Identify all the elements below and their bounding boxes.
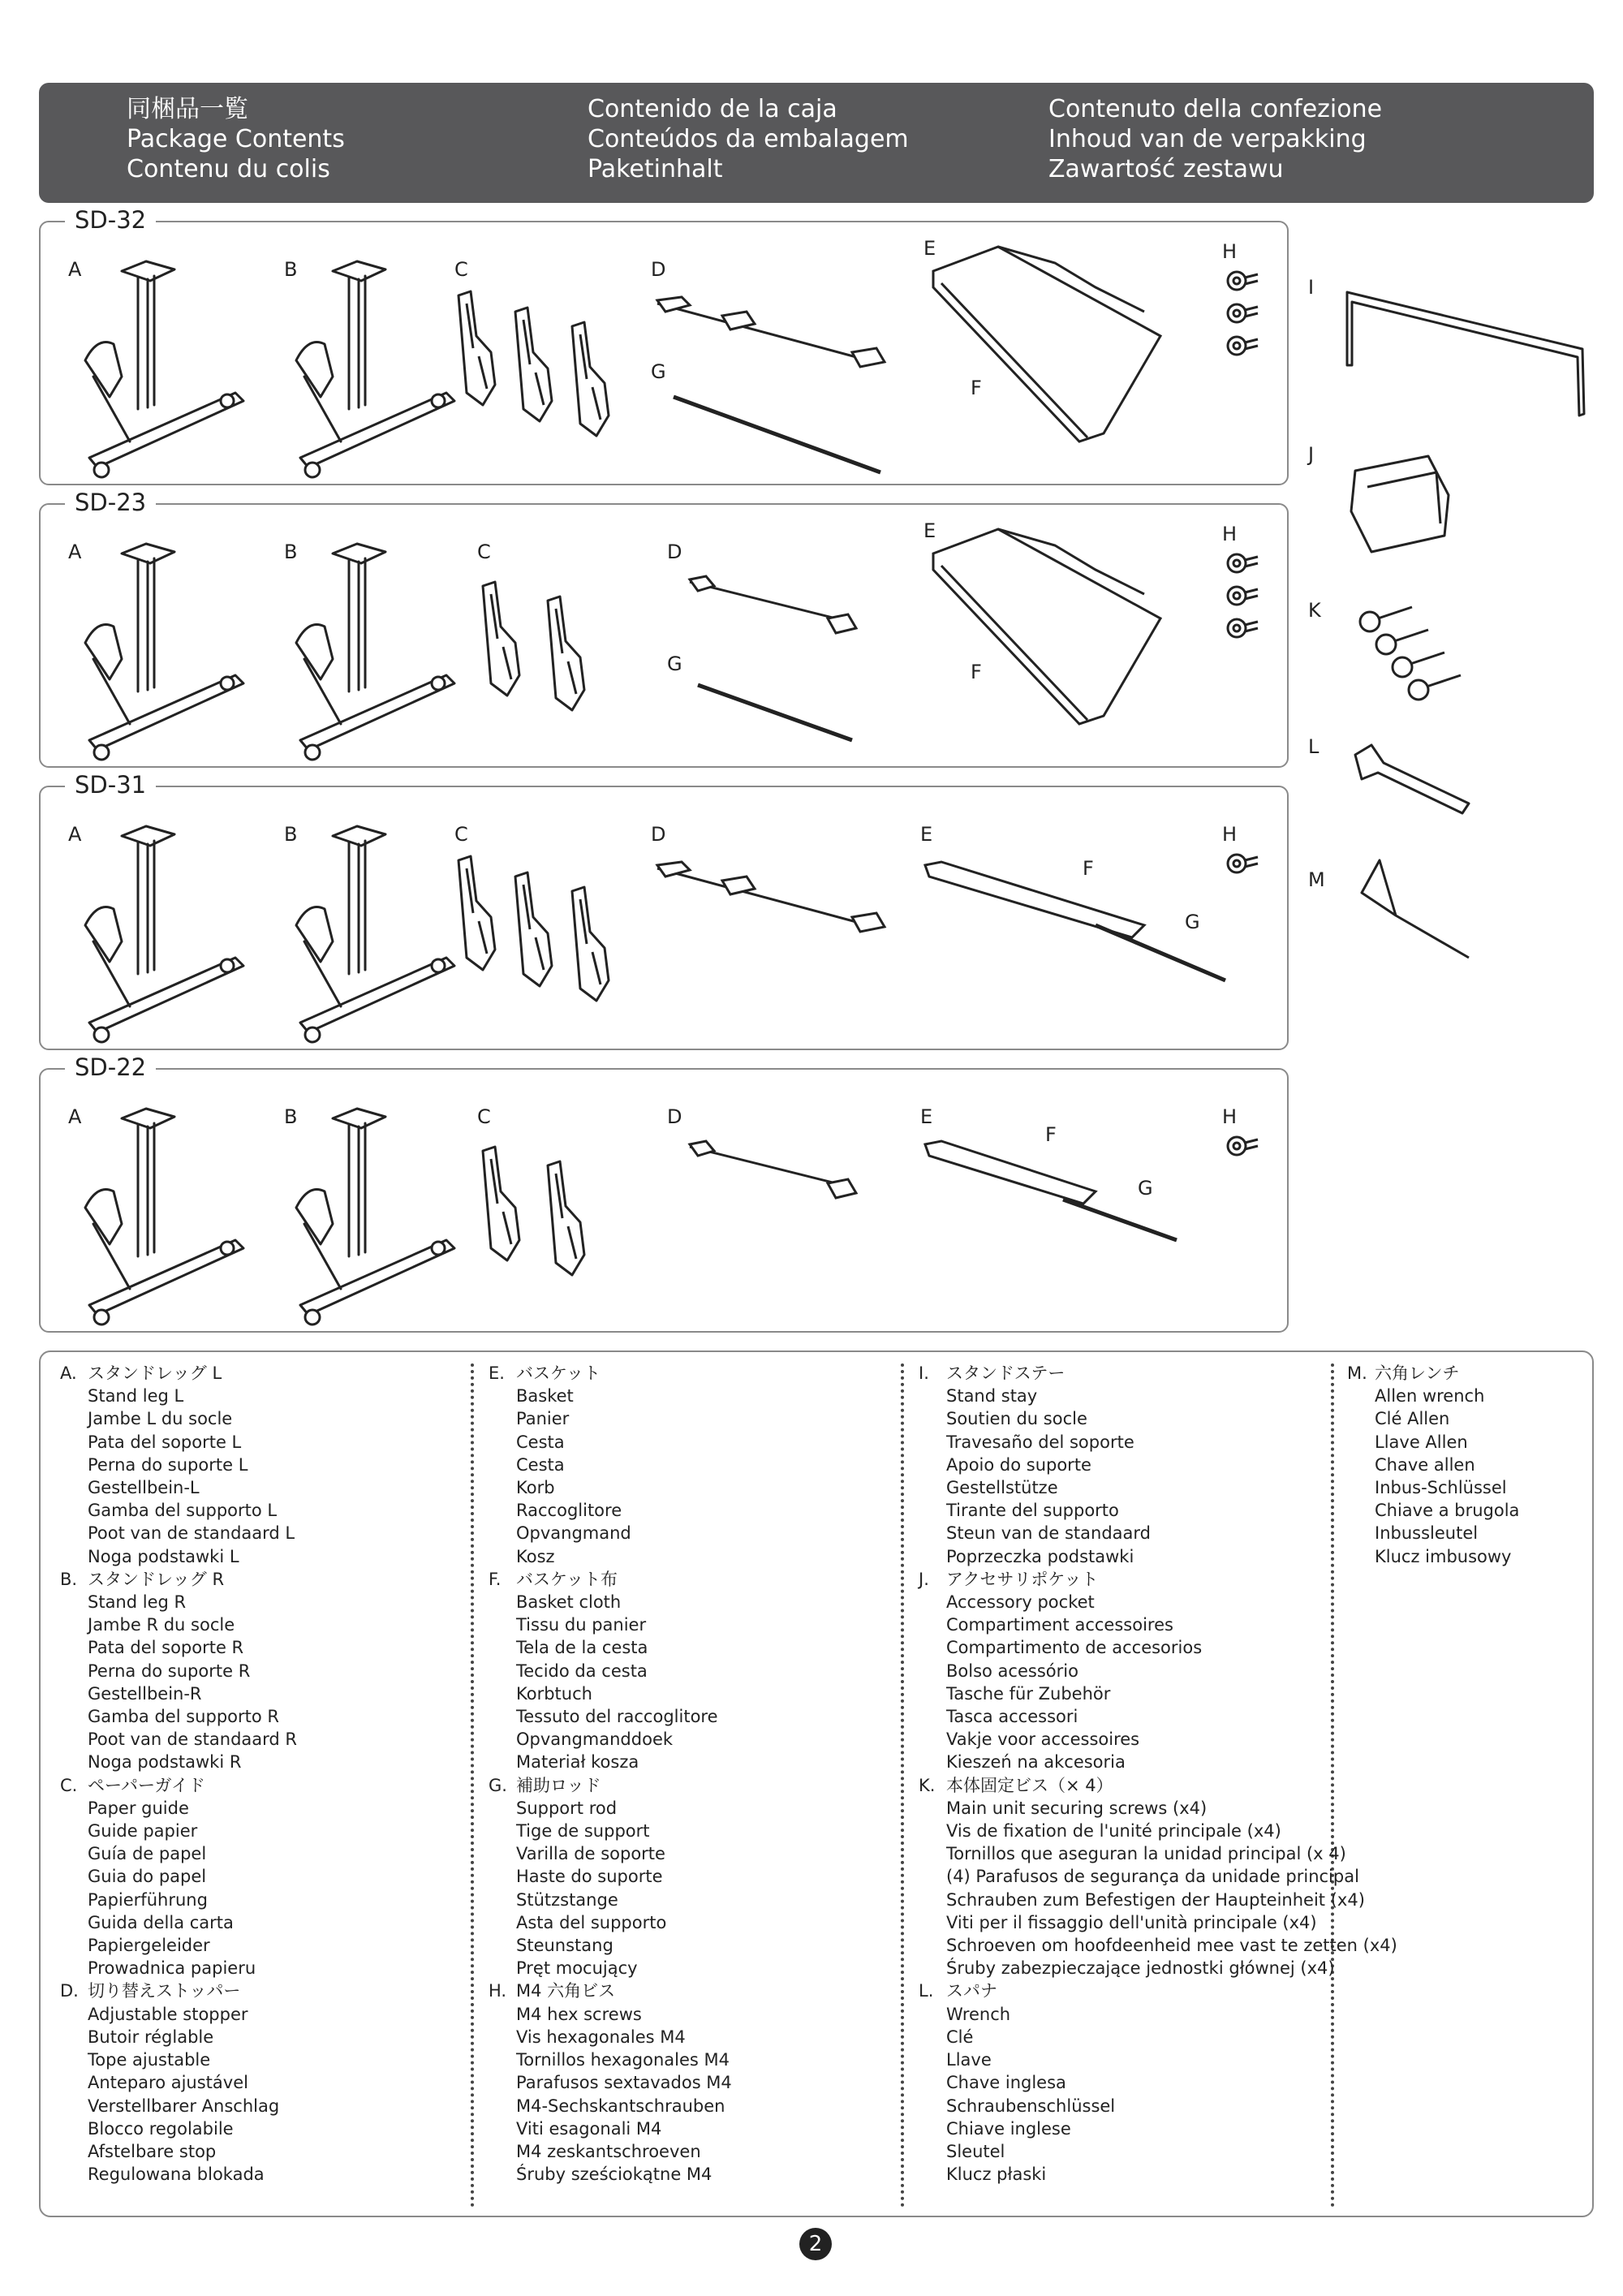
legend-item-translation: Bolso acessório	[946, 1661, 1078, 1681]
part-label-f: F	[971, 661, 982, 683]
column-divider	[901, 1363, 904, 2208]
legend-item-translation: Steun van de standaard	[946, 1523, 1151, 1544]
legend-item-translation: Cesta	[516, 1454, 565, 1475]
legend-letter: K.	[919, 1775, 936, 1795]
stand-leg-r-image	[296, 826, 454, 1042]
stand-leg-l-image	[85, 826, 243, 1042]
legend-item-translation: Gamba del supporto R	[88, 1707, 279, 1727]
legend-item-translation: Clé Allen	[1375, 1409, 1450, 1429]
legend-item-translation: Stand leg L	[88, 1386, 184, 1406]
legend-item-translation: Chiave a brugola	[1375, 1501, 1520, 1521]
legend-item-translation: Gestellstütze	[946, 1478, 1058, 1498]
stand-leg-r-image	[296, 261, 454, 477]
legend-item-translation: Pata del soporte L	[88, 1432, 242, 1452]
model-title: SD-31	[65, 771, 156, 799]
legend-item-translation: Poprzeczka podstawki	[946, 1546, 1134, 1566]
legend-item-translation: Afstelbare stop	[88, 2141, 217, 2161]
legend-item-title: 補助ロッド	[516, 1775, 601, 1795]
part-label-a: A	[68, 1105, 82, 1128]
legend-item-translation: Vakje voor accessoires	[946, 1730, 1140, 1750]
legend-letter: B.	[60, 1569, 78, 1589]
legend-item-title: 切り替えストッパー	[88, 1981, 241, 2001]
legend-item-translation: Raccoglitore	[516, 1501, 622, 1521]
legend-item-translation: Parafusos sextavados M4	[516, 2073, 732, 2093]
part-label-e: E	[923, 237, 936, 260]
legend-column	[489, 1362, 732, 2186]
legend-item-translation: (4) Parafusos de segurança da unidade principal	[946, 1867, 1359, 1887]
header-text: Contenido de la caja	[588, 95, 837, 123]
legend-item-translation: Chiave inglese	[946, 2118, 1071, 2139]
wrench-image	[1355, 745, 1469, 813]
legend-item-translation: Varilla de soporte	[516, 1844, 665, 1864]
part-label-g: G	[1138, 1177, 1153, 1200]
header-text: Zawartość zestawu	[1048, 155, 1284, 183]
legend-item-translation: Vis hexagonales M4	[516, 2027, 686, 2047]
legend-item-translation: Haste do suporte	[516, 1867, 663, 1887]
legend-item-translation: Adjustable stopper	[88, 2004, 248, 2024]
legend-item	[919, 1979, 1397, 2186]
legend-item-translation: Cesta	[516, 1432, 565, 1452]
part-label-c: C	[477, 1105, 491, 1128]
model-title: SD-23	[65, 489, 156, 516]
legend-item-translation: Jambe L du socle	[88, 1409, 233, 1429]
part-label-k: K	[1308, 599, 1321, 622]
legend-item-translation: Perna do suporte L	[88, 1454, 248, 1475]
header-col-3	[1048, 94, 1382, 184]
legend-column	[1347, 1362, 1519, 1568]
legend-item-translation: Viti esagonali M4	[516, 2118, 662, 2139]
header-text: Paketinhalt	[588, 155, 723, 183]
allen-wrench-image	[1362, 860, 1469, 958]
header-text: 同梱品一覧	[127, 95, 248, 123]
legend-column	[60, 1362, 297, 2186]
header-text: Contenu du colis	[127, 155, 330, 183]
package-contents-header	[39, 83, 1594, 203]
sd-23-parts-illustration	[41, 505, 1287, 766]
legend-item-translation: Korb	[516, 1478, 555, 1498]
part-label-d: D	[667, 541, 682, 563]
legend-item-translation: Llave	[946, 2050, 992, 2070]
part-label-d: D	[651, 258, 666, 281]
part-label-h: H	[1222, 1105, 1238, 1128]
part-label-e: E	[920, 823, 933, 846]
legend-item-translation: Tige de support	[516, 1821, 650, 1842]
legend-item-translation: Guia do papel	[88, 1867, 207, 1887]
legend-item-translation: Allen wrench	[1375, 1386, 1485, 1406]
legend-item-translation: Chave allen	[1375, 1454, 1475, 1475]
legend-item-title: スタンドステー	[946, 1363, 1065, 1383]
legend-item-translation: Perna do suporte R	[88, 1661, 251, 1681]
legend-column	[919, 1362, 1397, 2186]
stand-leg-r-image	[296, 544, 454, 760]
legend-item-translation: Wrench	[946, 2004, 1011, 2024]
legend-item-translation: Travesaño del soporte	[946, 1432, 1134, 1452]
legend-item	[60, 1979, 297, 2186]
legend-item-translation: Schroeven om hoofdeenheid mee vast te zetten (x4)	[946, 1936, 1397, 1956]
part-label-f: F	[1083, 857, 1094, 880]
part-label-e: E	[923, 519, 936, 542]
legend-item-title: 本体固定ビス（× 4）	[946, 1775, 1113, 1795]
legend-item-title: アクセサリポケット	[946, 1569, 1099, 1589]
legend-item-translation: Tissu du panier	[516, 1615, 647, 1635]
legend-item-translation: Inbussleutel	[1375, 1523, 1479, 1544]
legend-item-translation: Guide papier	[88, 1821, 198, 1842]
legend-item-title: M4 六角ビス	[516, 1981, 616, 2001]
legend-item	[919, 1362, 1397, 1568]
legend-item-translation: Pata del soporte R	[88, 1638, 244, 1658]
part-label-f: F	[1045, 1123, 1057, 1146]
part-label-l: L	[1308, 735, 1319, 758]
legend-item-translation: Guida della carta	[88, 1912, 234, 1932]
legend-item-translation: Prowadnica papieru	[88, 1958, 256, 1979]
header-col-1	[127, 94, 345, 184]
legend-item-translation: Gestellbein-L	[88, 1478, 200, 1498]
legend-item-translation: Noga podstawki R	[88, 1752, 242, 1773]
part-label-a: A	[68, 541, 82, 563]
part-label-a: A	[68, 258, 82, 281]
legend-item-translation: Tecido da cesta	[516, 1661, 648, 1681]
part-label-h: H	[1222, 240, 1238, 263]
legend-item-translation: Tasca accessori	[946, 1707, 1078, 1727]
header-text: Conteúdos da embalagem	[588, 125, 909, 153]
legend-item-translation: Viti per il fissaggio dell'unità principale (x4)	[946, 1912, 1317, 1932]
part-label-a: A	[68, 823, 82, 846]
legend-item	[489, 1774, 732, 1980]
legend-item	[489, 1979, 732, 2186]
stand-leg-r-image	[296, 1109, 454, 1325]
legend-item-translation: Materiał kosza	[516, 1752, 639, 1773]
part-label-b: B	[284, 1105, 298, 1128]
legend-item-translation: Tope ajustable	[88, 2050, 211, 2070]
legend-letter: C.	[60, 1775, 78, 1795]
accessory-parts-column	[1274, 243, 1615, 974]
parts-legend	[39, 1350, 1594, 2217]
legend-item	[1347, 1362, 1519, 1568]
legend-letter: J.	[919, 1569, 929, 1589]
part-label-h: H	[1222, 523, 1238, 545]
legend-item-translation: Korbtuch	[516, 1683, 592, 1704]
sd-31-parts-illustration	[41, 787, 1287, 1049]
part-label-g: G	[1185, 911, 1200, 933]
legend-item-translation: Stand leg R	[88, 1592, 187, 1613]
part-label-b: B	[284, 823, 298, 846]
part-label-c: C	[477, 541, 491, 563]
model-box-sd-23	[39, 489, 1289, 768]
accessory-parts-illustration	[1274, 243, 1615, 974]
stand-stay-image	[1347, 292, 1584, 416]
legend-letter: E.	[489, 1363, 505, 1383]
legend-item-translation: Śruby sześciokątne M4	[516, 2165, 712, 2185]
legend-item-title: スタンドレッグ R	[88, 1569, 225, 1589]
legend-item-translation: M4 zeskantschroeven	[516, 2141, 701, 2161]
legend-item-translation: Apoio do suporte	[946, 1454, 1091, 1475]
legend-letter: G.	[489, 1775, 507, 1795]
legend-item-title: スタンドレッグ L	[88, 1363, 222, 1383]
stand-leg-l-image	[85, 261, 243, 477]
legend-item-translation: Pręt mocujący	[516, 1958, 638, 1979]
legend-item-translation: Tessuto del raccoglitore	[516, 1707, 718, 1727]
legend-item	[919, 1568, 1397, 1774]
legend-item-translation: Papiergeleider	[88, 1936, 210, 1956]
part-label-m: M	[1308, 868, 1325, 891]
legend-item-title: スパナ	[946, 1981, 997, 2001]
legend-item-translation: Steunstang	[516, 1936, 613, 1956]
column-divider	[471, 1363, 474, 2208]
part-label-e: E	[920, 1105, 933, 1128]
legend-item-translation: Gamba del supporto L	[88, 1501, 278, 1521]
part-label-c: C	[454, 823, 468, 846]
legend-item-translation: Panier	[516, 1409, 570, 1429]
legend-item-translation: Vis de fixation de l'unité principale (x4)	[946, 1821, 1281, 1842]
part-label-i: I	[1308, 276, 1315, 299]
legend-item-translation: Clé	[946, 2027, 974, 2047]
legend-item-translation: Guía de papel	[88, 1844, 207, 1864]
legend-letter: D.	[60, 1981, 79, 2001]
legend-item-translation: M4-Sechskantschrauben	[516, 2096, 725, 2116]
legend-item-translation: Tirante del supporto	[946, 1501, 1119, 1521]
part-label-b: B	[284, 258, 298, 281]
legend-item-translation: Regulowana blokada	[88, 2165, 265, 2185]
sd-32-parts-illustration	[41, 222, 1287, 484]
legend-item-translation: Jambe R du socle	[88, 1615, 235, 1635]
header-text: Package Contents	[127, 125, 345, 153]
legend-item-translation: Tela de la cesta	[516, 1638, 648, 1658]
header-text: Inhoud van de verpakking	[1048, 125, 1367, 153]
legend-item-translation: Chave inglesa	[946, 2073, 1066, 2093]
legend-item-translation: Compartiment accessoires	[946, 1615, 1173, 1635]
legend-letter: M.	[1347, 1363, 1367, 1383]
legend-item-translation: Kieszeń na akcesoria	[946, 1752, 1126, 1773]
model-box-sd-22	[39, 1053, 1289, 1333]
legend-item-translation: Paper guide	[88, 1798, 189, 1818]
legend-letter: A.	[60, 1363, 77, 1383]
part-label-d: D	[667, 1105, 682, 1128]
stand-leg-l-image	[85, 1109, 243, 1325]
model-box-sd-31	[39, 771, 1289, 1050]
stand-leg-l-image	[85, 544, 243, 760]
legend-item	[60, 1362, 297, 1568]
part-label-d: D	[651, 823, 666, 846]
legend-item-translation: Poot van de standaard R	[88, 1730, 298, 1750]
legend-item	[489, 1568, 732, 1774]
legend-item-translation: Asta del supporto	[516, 1912, 667, 1932]
legend-item-translation: Schraubenschlüssel	[946, 2096, 1116, 2116]
legend-item-title: バスケット	[516, 1363, 601, 1383]
legend-item-translation: Verstellbarer Anschlag	[88, 2096, 280, 2116]
legend-item-translation: Tasche für Zubehör	[946, 1683, 1111, 1704]
page-number: 2	[799, 2228, 832, 2260]
legend-item-translation: Accessory pocket	[946, 1592, 1095, 1613]
part-label-b: B	[284, 541, 298, 563]
legend-item-translation: Support rod	[516, 1798, 618, 1818]
legend-item-translation: Stand stay	[946, 1386, 1038, 1406]
legend-item-translation: Gestellbein-R	[88, 1683, 202, 1704]
header-text: Contenuto della confezione	[1048, 95, 1383, 123]
legend-item-translation: Llave Allen	[1375, 1432, 1468, 1452]
legend-item-translation: Klucz imbusowy	[1375, 1546, 1512, 1566]
legend-item-translation: Compartimento de accesorios	[946, 1638, 1203, 1658]
legend-item-translation: Papierführung	[88, 1889, 208, 1910]
legend-item-translation: Klucz płaski	[946, 2165, 1047, 2185]
legend-item-translation: Poot van de standaard L	[88, 1523, 295, 1544]
legend-item-title: バスケット布	[516, 1569, 618, 1589]
legend-item	[489, 1362, 732, 1568]
model-title: SD-22	[65, 1053, 156, 1081]
part-label-g: G	[651, 360, 666, 383]
legend-item-translation: Main unit securing screws (x4)	[946, 1798, 1208, 1818]
legend-item-translation: Sleutel	[946, 2141, 1005, 2161]
legend-item-translation: Basket cloth	[516, 1592, 622, 1613]
legend-letter: L.	[919, 1981, 934, 2001]
legend-letter: I.	[919, 1363, 929, 1383]
legend-item-translation: M4 hex screws	[516, 2004, 642, 2024]
securing-screws-image	[1360, 607, 1461, 700]
legend-item-translation: Noga podstawki L	[88, 1546, 239, 1566]
legend-item-translation: Opvangmanddoek	[516, 1730, 674, 1750]
legend-item-translation: Butoir réglable	[88, 2027, 214, 2047]
model-box-sd-32	[39, 206, 1289, 485]
legend-item	[60, 1568, 297, 1774]
sd-22-parts-illustration	[41, 1070, 1287, 1331]
legend-item-translation: Schrauben zum Befestigen der Haupteinheit (x4)	[946, 1889, 1365, 1910]
legend-item-translation: Blocco regolabile	[88, 2118, 234, 2139]
legend-item-translation: Tornillos que aseguran la unidad principal (x 4)	[946, 1844, 1346, 1864]
legend-item-title: 六角レンチ	[1375, 1363, 1460, 1383]
legend-item-translation: Soutien du socle	[946, 1409, 1087, 1429]
part-label-g: G	[667, 653, 682, 675]
legend-item-translation: Anteparo ajustável	[88, 2073, 248, 2093]
legend-item-translation: Śruby zabezpieczające jednostki głównej (x4)	[946, 1958, 1335, 1979]
header-col-2	[588, 94, 909, 184]
legend-item-translation: Kosz	[516, 1546, 555, 1566]
legend-letter: H.	[489, 1981, 507, 2001]
legend-item-translation: Stützstange	[516, 1889, 618, 1910]
legend-item-translation: Basket	[516, 1386, 574, 1406]
legend-item	[919, 1774, 1397, 1980]
part-label-j: J	[1308, 443, 1315, 466]
part-label-f: F	[971, 377, 982, 399]
legend-letter: F.	[489, 1569, 502, 1589]
part-label-h: H	[1222, 823, 1238, 846]
model-title: SD-32	[65, 206, 156, 234]
part-label-c: C	[454, 258, 468, 281]
legend-item-translation: Tornillos hexagonales M4	[516, 2050, 730, 2070]
legend-item	[60, 1774, 297, 1980]
legend-item-translation: Opvangmand	[516, 1523, 631, 1544]
legend-item-title: ペーパーガイド	[88, 1775, 205, 1795]
legend-item-translation: Inbus-Schlüssel	[1375, 1478, 1507, 1498]
